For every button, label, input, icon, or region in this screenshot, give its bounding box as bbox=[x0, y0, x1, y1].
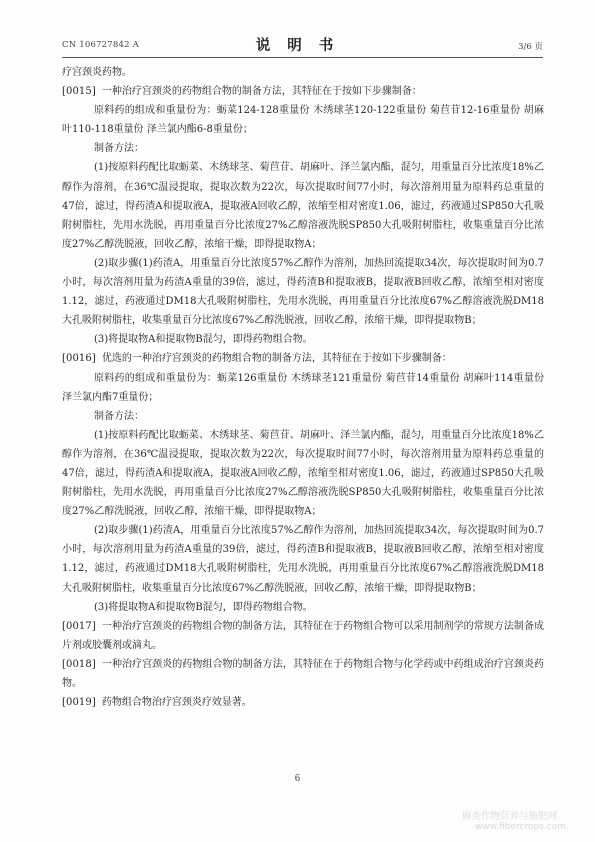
step-2-text: (2)取步骤(1)药渣A，用重量百分比浓度57%乙醇作为溶剂，加热回流提取34次，每次提取时间为0.7小时，每次溶剂用量为药渣A重量的39倍，滤过，得药渣B和提取液B，提取液B回收乙醇，浓缩至相对密度1.12，滤过，药液通过DM18大孔吸附树脂柱，先用水洗脱，再用重量百分比浓度67%乙醇溶液洗脱DM18大孔吸附树脂柱，收集重量百分比浓度67%乙醇洗脱液，回收乙醇，浓缩干燥，即得提取物B； bbox=[62, 257, 544, 327]
page-header bbox=[0, 0, 595, 62]
page-indicator: 3/6 页 bbox=[518, 42, 543, 52]
paragraph-tag: [0019] bbox=[62, 697, 96, 709]
paragraph-tag: [0017] bbox=[62, 620, 96, 632]
step-2-text: (2)取步骤(1)药渣A，用重量百分比浓度57%乙醇作为溶剂，加热回流提取34次，每次提取时间为0.7小时，每次溶剂用量为药渣A重量的39倍，滤过，得药渣B和提取液B，提取液B回收乙醇，浓缩至相对密度1.12，滤过，药液通过DM18大孔吸附树脂柱，先用水洗脱，再用重量百分比浓度67%乙醇溶液洗脱DM18大孔吸附树脂柱，收集重量百分比浓度67%乙醇洗脱液，回收乙醇，浓缩干燥，即得提取物B； bbox=[62, 525, 544, 594]
raw-materials-text: 原料药的组成和重量份为：蛎菜124-128重量份 木绣球茎120-122重量份 菊苣苷12-16重量份 胡麻叶110-118重量份 泽兰氯内酯6-8重量份； bbox=[62, 105, 544, 136]
paragraph-text: 一种治疗宫颈炎的药物组合物的制备方法，其特征在于药物组合物与化学药或中药组成治疗宫颈炎药物。 bbox=[62, 658, 544, 689]
page-number: 6 bbox=[294, 774, 301, 784]
paragraph-0017 bbox=[62, 617, 544, 655]
method-heading: 制备方法： bbox=[94, 143, 144, 155]
step-3-text: (3)将提取物A和提取物B混匀，即得药物组合物。 bbox=[94, 601, 313, 613]
paragraph-0019 bbox=[62, 693, 544, 712]
document-title: 说 明 书 bbox=[255, 37, 340, 54]
paragraph-0016 bbox=[62, 349, 544, 368]
paragraph-0018 bbox=[62, 655, 544, 693]
paragraph-tag: [0018] bbox=[62, 658, 96, 670]
paragraph-text: 一种治疗宫颈炎的药物组合物的制备方法，其特征在于按如下步骤制备： bbox=[101, 86, 422, 98]
paragraph-tag: [0016] bbox=[62, 353, 96, 365]
watermark-text: 麻类作物营养与施肥网 bbox=[462, 811, 558, 822]
watermark-url: www.fibercrops.com bbox=[475, 822, 566, 832]
paragraph-tag: [0015] bbox=[62, 86, 96, 98]
paragraph-0015 bbox=[62, 82, 544, 101]
header-rule bbox=[62, 57, 543, 58]
patent-number: CN 106727842 A bbox=[62, 40, 139, 50]
step-1-text: (1)按原料药配比取蛎菜、木绣球茎、菊苣苷、胡麻叶、泽兰氯内酯，混匀，用重量百分比浓度18%乙醇作为溶剂，在36℃温浸提取，提取次数为22次，每次提取时间77小时，每次溶剂用量为原料药总重量的47倍，滤过，得药渣A和提取液A，提取液A回收乙醇，浓缩至相对密度1.06，滤过，药液通过SP850大孔吸附树脂柱，先用水洗脱，再用重量百分比浓度27%乙醇溶液洗脱SP850大孔吸附树脂柱，收集重量百分比浓度27%乙醇洗脱液，回收乙醇，浓缩干燥，即得提取物A； bbox=[62, 162, 544, 250]
paragraph-text: 优选的一种治疗宫颈炎的药物组合物的制备方法，其特征在于按如下步骤制备： bbox=[101, 353, 452, 365]
paragraph-continuation: 疗宫颈炎药物。 bbox=[62, 67, 132, 78]
method-heading: 制备方法： bbox=[94, 410, 144, 422]
step-1-text: (1)按原料药配比取蛎菜、木绣球茎、菊苣苷、胡麻叶、泽兰氯内酯，混匀，用重量百分比浓度18%乙醇作为溶剂，在36℃温浸提取，提取次数为22次，每次提取时间77小时，每次溶剂用量为原料药总重量的47倍，滤过，得药渣A和提取液A，提取液A回收乙醇，浓缩至相对密度1.06，滤过，药液通过SP850大孔吸附树脂柱，先用水洗脱，再用重量百分比浓度27%乙醇溶液洗脱SP850大孔吸附树脂柱，收集重量百分比浓度27%乙醇洗脱液，回收乙醇，浓缩干燥，即得提取物A； bbox=[62, 429, 544, 518]
step-3-text: (3)将提取物A和提取物B混匀，即得药物组合物。 bbox=[94, 334, 313, 346]
document-body bbox=[62, 63, 544, 712]
raw-materials-text: 原料药的组成和重量份为：蛎菜126重量份 木绣球茎121重量份 菊苣苷14重量份 胡麻叶114重量份 泽兰氯内酯7重量份； bbox=[62, 372, 544, 403]
paragraph-text: 药物组合物治疗宫颈炎疗效显著。 bbox=[101, 697, 252, 709]
paragraph-text: 一种治疗宫颈炎的药物组合物的制备方法，其特征在于药物组合物可以采用制剂学的常规方法制备成片剂或胶囊剂或滴丸。 bbox=[62, 620, 544, 651]
